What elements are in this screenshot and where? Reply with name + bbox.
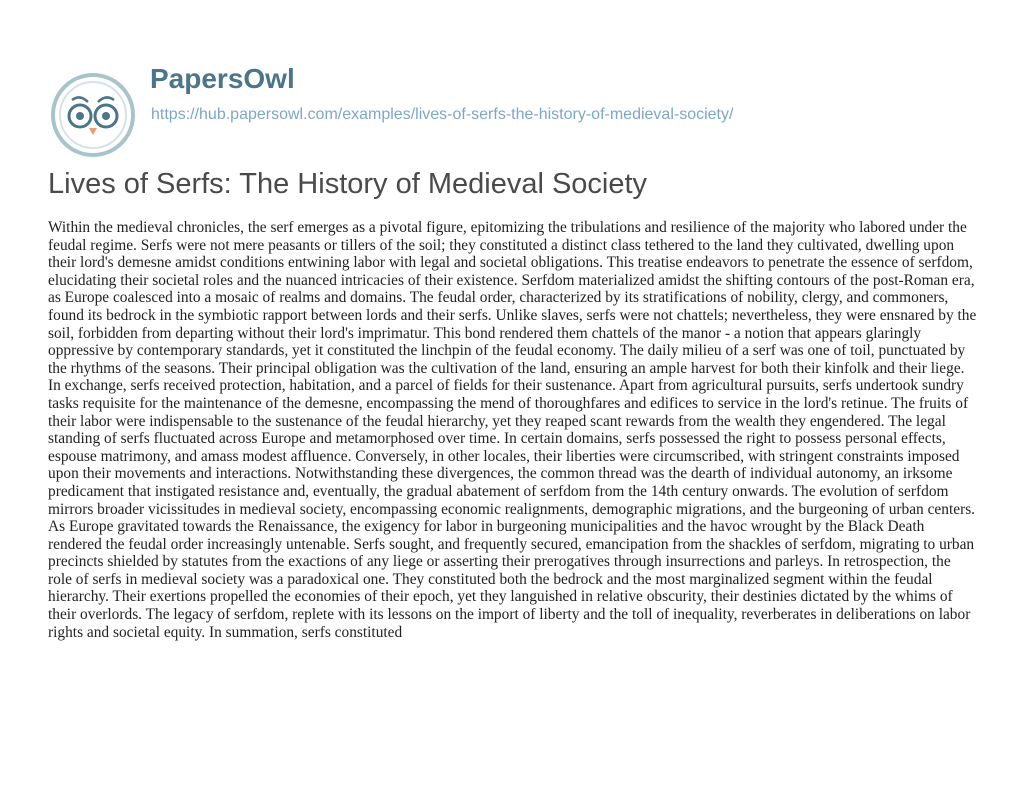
article-body: Within the medieval chronicles, the serf emerges as a pivotal figure, epitomizing the tribulations and resilience of the majority who labored under the feudal regime. Serfs were not mere peasants or tillers of the soil; they constituted a distinct class tethered to the land they cultivated, dwelling upon their lord's demesne amidst conditions entwining labor with legal and societal obligations. This treatise endeavors to penetrate the essence of serfdom, elucidating their societal roles and the nuanced intricacies of their existence. Serfdom materialized amidst the shifting contours of the post-Roman era, as Europe coalesced into a mosaic of realms and domains. The feudal order, characterized by its stratifications of nobility, clergy, and commoners, found its bedrock in the symbiotic rapport between lords and their serfs. Unlike slaves, serfs were not chattels; nevertheless, they were ensnared by the soil, forbidden from departing without their lord's imprimatur. This bond rendered them chattels of the manor - a notion that appears glaringly oppressive by contemporary standards, yet it constituted the linchpin of the feudal economy. The daily milieu of a serf was one of toil, punctuated by the rhythms of the seasons. Their principal obligation was the cultivation of the land, ensuring an ample harvest for both their kinfolk and their liege. In exchange, serfs received protection, habitation, and a parcel of fields for their sustenance. Apart from agricultural pursuits, serfs undertook sundry tasks requisite for the maintenance of the demesne, encompassing the mend of thoroughfares and edifices to service in the lord's retinue. The fruits of their labor were indispensable to the sustenance of the feudal hierarchy, yet they reaped scant rewards from the wealth they engendered. The legal standing of serfs fluctuated across Europe and metamorphosed over time. In certain domains, serfs possessed the right to possess personal effects, espouse matrimony, and amass modest affluence. Conversely, in other locales, their liberties were circumscribed, with stringent constraints imposed upon their movements and interactions. Notwithstanding these divergences, the common thread was the dearth of individual autonomy, an irksome predicament that instigated resistance and, eventually, the gradual abatement of serfdom from the 14th century onwards. The evolution of serfdom mirrors broader vicissitudes in medieval society, encompassing economic realignments, demographic migrations, and the burgeoning of urban centers. As Europe gravitated towards the Renaissance, the exigency for labor in burgeoning municipalities and the havoc wrought by the Black Death rendered the feudal order increasingly untenable. Serfs sought, and frequently secured, emancipation from the shackles of serfdom, migrating to urban precincts shielded by statutes from the exactions of any liege or asserting their prerogatives through insurrections and parleys. In retrospection, the role of serfs in medieval society was a paradoxical one. They constituted both the bedrock and the most marginalized segment within the feudal hierarchy. Their exertions propelled the economies of their epoch, yet they languished in relative obscurity, their destinies dictated by the whims of their overlords. The legacy of serfdom, replete with its lessons on the import of liberty and the toll of inequality, reverberates in deliberations on labor rights and societal equity. In summation, serfs constituted [48, 219, 977, 641]
source-url-link[interactable]: https://hub.papersowl.com/examples/lives-of-serfs-the-history-of-medieval-society/ [151, 106, 734, 123]
brand-name[interactable]: PapersOwl [150, 63, 295, 94]
site-header [0, 0, 1024, 150]
owl-logo-icon[interactable] [50, 72, 136, 158]
page-title: Lives of Serfs: The History of Medieval Society [48, 168, 648, 200]
page-divider [0, 714, 1024, 715]
